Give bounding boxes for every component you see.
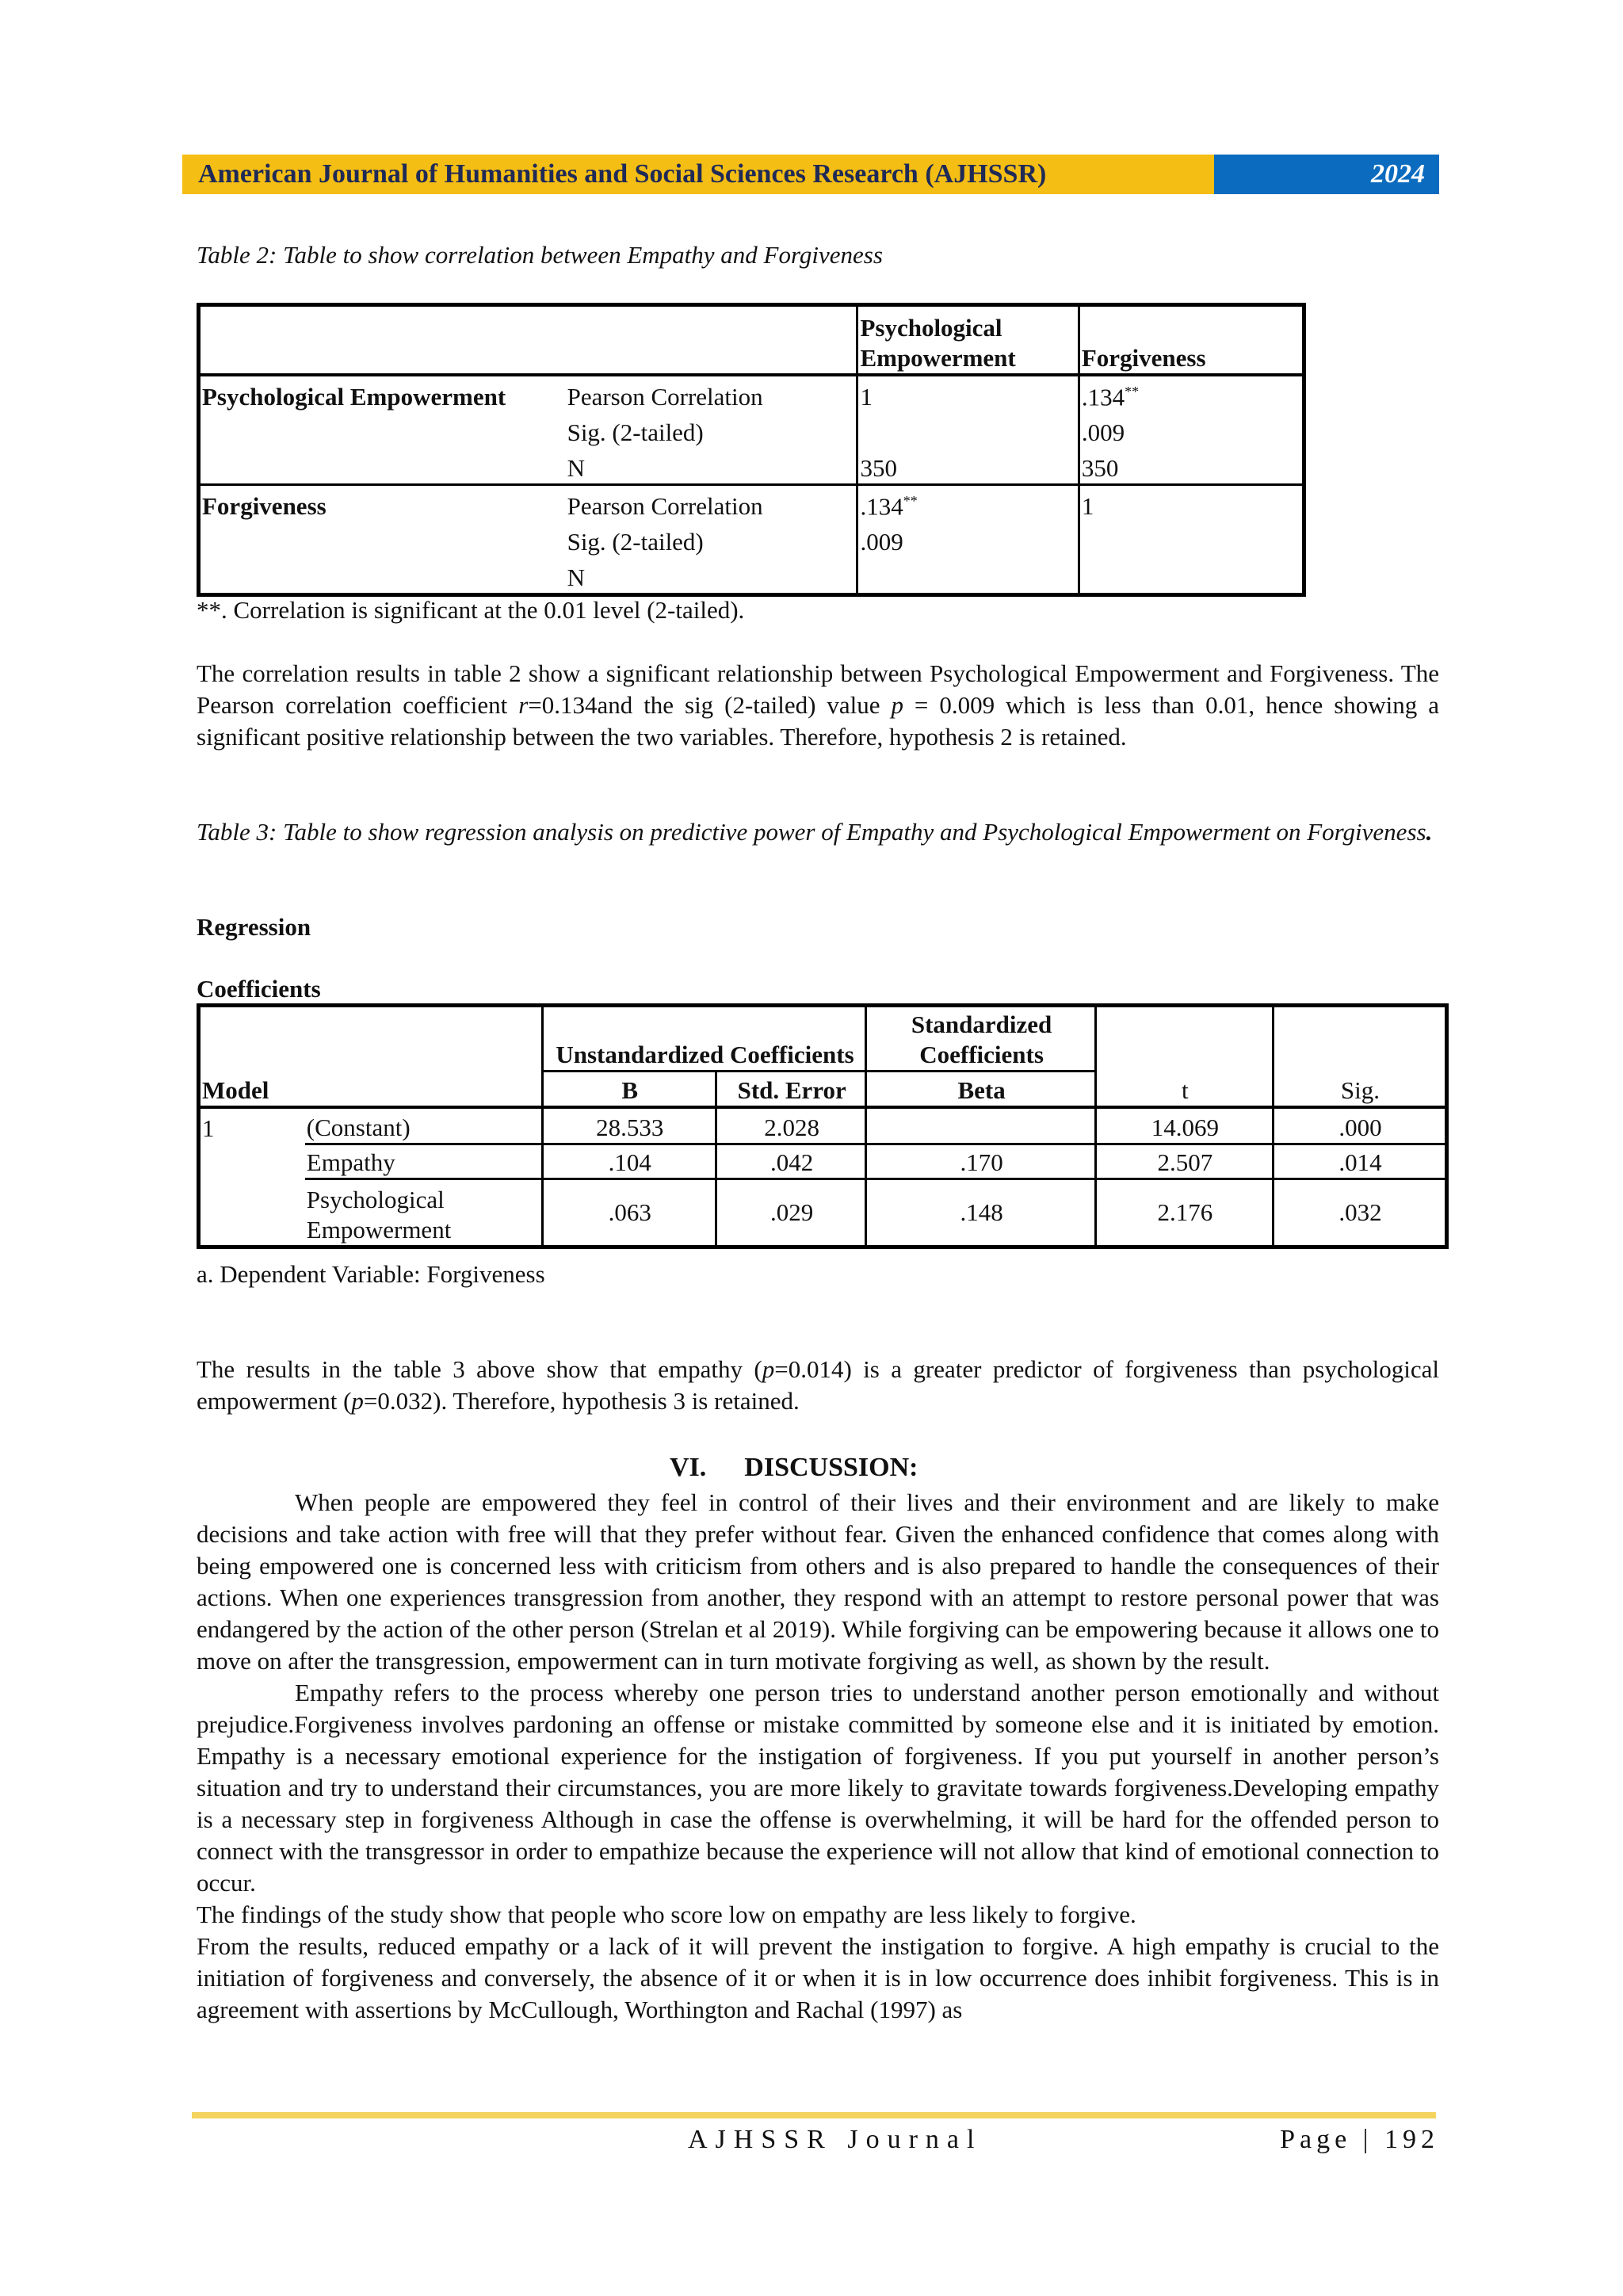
table2-note: **. Correlation is significant at the 0.01 level (2-tailed). (197, 596, 745, 624)
table-header-row (199, 305, 1304, 375)
b-header: B (542, 1071, 716, 1107)
table-row (199, 448, 1304, 485)
journal-header (197, 155, 1439, 194)
table-cell (857, 412, 1079, 448)
stat-label: N (566, 448, 857, 485)
table-row (199, 557, 1304, 595)
stat-label: Pearson Correlation (567, 492, 763, 521)
table-row (199, 1144, 1447, 1179)
stat-label: N (566, 557, 857, 595)
model-number: 1 (199, 1107, 305, 1144)
coefficients-heading: Coefficients (197, 975, 321, 1003)
table-cell: .042 (716, 1144, 865, 1179)
col-header-psych-empowerment: Psychological Empowerment (857, 305, 1079, 375)
discussion-paragraph: Empathy refers to the process whereby one person tries to understand another person emotionally and without prejudice.Forgiveness involves pardoning an offense or mistake committed by someone else and it is initiated by emotion. Empathy is a necessary emotional experience for the instigation of forgiveness. If you put yourself in another person’s situation and try to understand their circumstances, you are more likely to gravitate towards forgiveness.Developing empathy is a necessary step in forgiveness Although in case the offense is overwhelming, it will be hard for the offended person to connect with the transgressor in order to empathize because the experience will not allow that kind of emotional connection to occur. (197, 1679, 1439, 1897)
col-header-forgiveness: Forgiveness (1079, 305, 1304, 375)
regression-heading: Regression (197, 913, 311, 941)
predictor-label: Psychological Empowerment (305, 1179, 542, 1247)
table-header-row (199, 1006, 1447, 1072)
discussion-body (197, 1487, 1439, 2026)
table-cell: 28.533 (542, 1107, 716, 1144)
table-cell: .032 (1273, 1179, 1446, 1247)
table-cell: 350 (857, 448, 1079, 485)
table-row (199, 484, 1304, 521)
std-coefficients-header: Standardized Coefficients (866, 1006, 1095, 1072)
table-cell: .000 (1273, 1107, 1446, 1144)
sig-header: Sig. (1273, 1071, 1446, 1107)
row-group-label: Forgiveness (199, 484, 566, 521)
results-paragraph-1: The correlation results in table 2 show a significant relationship between Psychological Empowerment and Forgiveness. The Pearson correlation coefficient r=0.134and the sig (2-tailed) value p = 0.009 which is less than 0.01, hence showing a significant positive relationship between the two variables. Therefore, hypothesis 2 is retained. (197, 659, 1439, 751)
discussion-paragraph: The findings of the study show that people who score low on empathy are less likely to forgive. (197, 1901, 1136, 1928)
correlation-table (197, 303, 1306, 597)
stat-label: Sig. (2-tailed) (567, 418, 704, 446)
journal-year: 2024 (1214, 155, 1439, 194)
stat-label: Pearson Correlation (567, 382, 763, 411)
table-row (199, 375, 1304, 412)
table2-caption: Table 2: Table to show correlation between Empathy and Forgiveness (197, 241, 883, 269)
table-cell: 350 (1079, 448, 1304, 485)
std-error-header: Std. Error (716, 1071, 865, 1107)
t-header: t (1095, 1071, 1273, 1107)
table-cell: 2.028 (716, 1107, 865, 1144)
table-cell: .009 (1079, 412, 1304, 448)
table-cell: 1 (857, 375, 1079, 412)
footer-divider (192, 2112, 1436, 2118)
table-cell: .029 (716, 1179, 865, 1247)
results-paragraph-2: The results in the table 3 above show that empathy (p=0.014) is a greater predictor of forgiveness than psychological empowerment (p=0.032). Therefore, hypothesis 3 is retained. (197, 1355, 1439, 1415)
row-group-label: Psychological Empowerment (199, 375, 566, 412)
table-cell: .170 (866, 1144, 1095, 1179)
page-number: Page | 192 (1280, 2125, 1439, 2154)
table-row (199, 412, 1304, 448)
discussion-paragraph: When people are empowered they feel in control of their lives and their environment and are likely to make decisions and take action with free will that they prefer without fear. Given the enhanced confidence that comes along with being empowered one is concerned less with criticism from others and is also prepared to handle the consequences of their actions. When one experiences transgression from another, they respond with an attempt to restore personal power that was endangered by the action of the other person (Strelan et al 2019). While forgiving can be empowering because it allows one to move on after the transgression, empowerment can in turn motivate forgiving as well, as shown by the result. (197, 1488, 1439, 1675)
table-header-row (199, 1071, 1447, 1107)
table-cell: .063 (542, 1179, 716, 1247)
predictor-label: Empathy (305, 1144, 542, 1179)
journal-title: American Journal of Humanities and Social Sciences Research (AJHSSR) (182, 155, 1214, 194)
table-cell: 2.176 (1095, 1179, 1273, 1247)
predictor-label: (Constant) (305, 1107, 542, 1144)
discussion-heading: VI. DISCUSSION: (670, 1453, 918, 1482)
table-cell: .134** (857, 484, 1079, 521)
stat-label: Sig. (2-tailed) (567, 528, 704, 556)
table-row (199, 1179, 1447, 1247)
table-cell: .104 (542, 1144, 716, 1179)
table-cell: 1 (1079, 484, 1304, 521)
table-cell (857, 557, 1079, 595)
table-cell: 2.507 (1095, 1144, 1273, 1179)
table-cell: .148 (866, 1179, 1095, 1247)
table-cell: .009 (857, 521, 1079, 557)
beta-header: Beta (866, 1071, 1095, 1107)
page-content (197, 155, 1439, 194)
footer-journal: AJHSSR Journal (688, 2125, 983, 2154)
table-row (199, 1107, 1447, 1144)
table-cell: .134** (1079, 375, 1304, 412)
table3-caption: Table 3: Table to show regression analysis on predictive power of Empathy and Psychological Empowerment on Forgiveness. (197, 818, 1433, 846)
discussion-paragraph: From the results, reduced empathy or a lack of it will prevent the instigation to forgive. A high empathy is crucial to the initiation of forgiveness and conversely, the absence of it or when it is in low occurrence does inhibit forgiveness. This is in agreement with assertions by McCullough, Worthington and Rachal (1997) as (197, 1932, 1439, 2023)
table-cell: 14.069 (1095, 1107, 1273, 1144)
table-cell: .014 (1273, 1144, 1446, 1179)
table-cell (1079, 557, 1304, 595)
unstd-coefficients-header: Unstandardized Coefficients (542, 1006, 866, 1072)
model-header: Model (199, 1071, 543, 1107)
table-cell (866, 1107, 1095, 1144)
table-cell (1079, 521, 1304, 557)
table3-note: a. Dependent Variable: Forgiveness (197, 1260, 545, 1288)
coefficients-table (197, 1003, 1449, 1249)
table-row (199, 521, 1304, 557)
